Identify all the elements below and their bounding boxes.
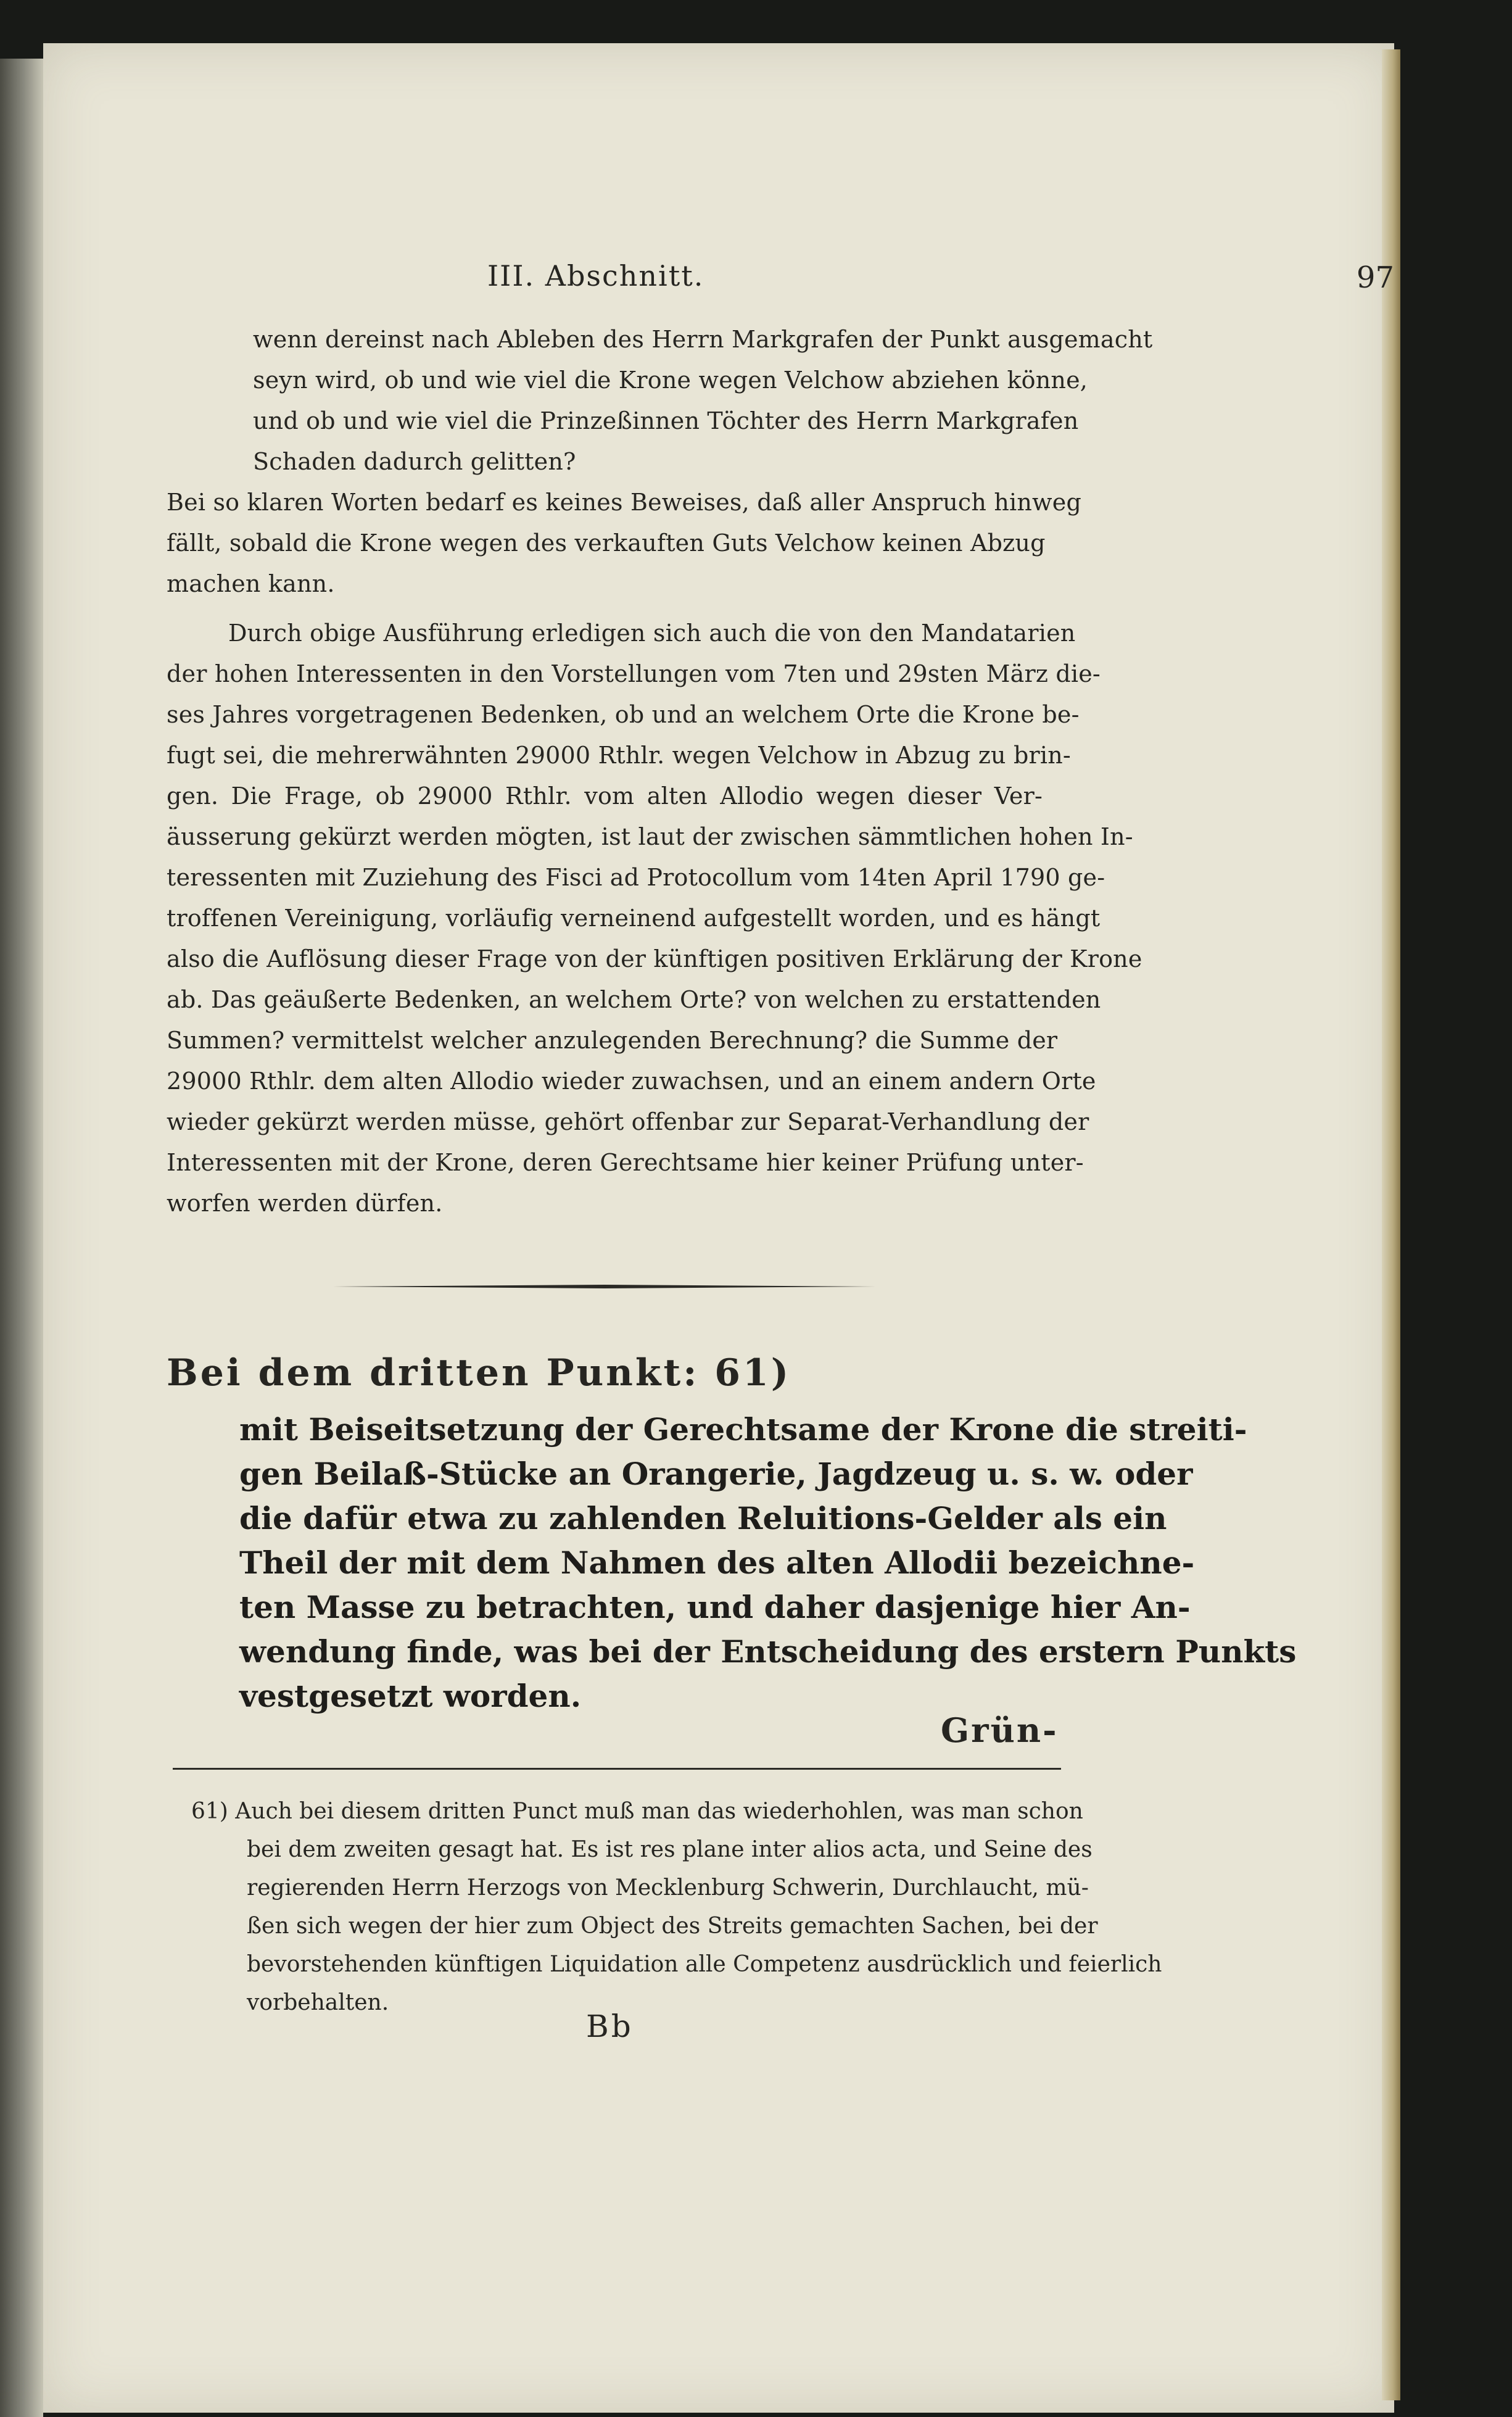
quote-line: wenn dereinst nach Ableben des Herrn Markgrafen der Punkt ausgemacht <box>253 326 1153 353</box>
page-edge <box>1382 49 1400 2400</box>
section-text-line: ten Masse zu betrachten, und daher dasjenige hier An- <box>239 1589 1191 1625</box>
paragraph-line: 29000 Rthlr. dem alten Allodio wieder zuwachsen, und an einem andern Orte <box>167 1068 1096 1095</box>
section-text-line: vestgesetzt worden. <box>239 1678 582 1714</box>
paragraph-line: äusserung gekürzt werden mögten, ist laut der zwischen sämmtlichen hohen In- <box>167 823 1133 850</box>
footnote-line: 61) Auch bei diesem dritten Punct muß man das wiederhohlen, was man schon <box>191 1799 1083 1824</box>
section-text-line: die dafür etwa zu zahlenden Reluitions-Gelder als ein <box>239 1500 1167 1536</box>
section-text-line: wendung finde, was bei der Entscheidung des erstern Punkts <box>239 1633 1297 1670</box>
paragraph-line: Bei so klaren Worten bedarf es keines Beweises, daß aller Anspruch hinweg <box>167 489 1081 516</box>
paragraph-line: Summen? vermittelst welcher anzulegenden Berechnung? die Summe der <box>167 1027 1058 1054</box>
paragraph-line: fällt, sobald die Krone wegen des verkauften Guts Velchow keinen Abzug <box>167 529 1046 557</box>
paragraph-line: Interessenten mit der Krone, deren Gerechtsame hier keiner Prüfung unter- <box>167 1149 1084 1176</box>
paragraph-line: teressenten mit Zuziehung des Fisci ad Protocollum vom 14ten April 1790 ge- <box>167 864 1105 891</box>
footnote-line: ßen sich wegen der hier zum Object des Streits gemachten Sachen, bei der <box>247 1913 1098 1939</box>
running-head: III. Abschnitt. <box>487 259 704 292</box>
book-page <box>43 43 1394 2413</box>
section-heading: Bei dem dritten Punkt: 61) <box>167 1351 791 1395</box>
page-number: 97 <box>1356 260 1394 295</box>
section-text-line: Theil der mit dem Nahmen des alten Allodii bezeichne- <box>239 1544 1195 1581</box>
footnote-line: vorbehalten. <box>247 1990 389 2015</box>
paragraph-line: worfen werden dürfen. <box>167 1190 443 1217</box>
section-text-line: mit Beiseitsetzung der Gerechtsame der Krone die streiti- <box>239 1411 1247 1448</box>
paragraph-line: der hohen Interessenten in den Vorstellungen vom 7ten und 29sten März die- <box>167 660 1101 687</box>
quote-line: seyn wird, ob und wie viel die Krone wegen Velchow abziehen könne, <box>253 367 1088 394</box>
quote-line: und ob und wie viel die Prinzeßinnen Töchter des Herrn Markgrafen <box>253 407 1079 434</box>
footnote-line: bei dem zweiten gesagt hat. Es ist res plane inter alios acta, und Seine des <box>247 1837 1093 1862</box>
footnote-line: regierenden Herrn Herzogs von Mecklenburg Schwerin, Durchlaucht, mü- <box>247 1875 1089 1901</box>
section-text-line: gen Beilaß-Stücke an Orangerie, Jagdzeug u. s. w. oder <box>239 1456 1193 1492</box>
quote-line: Schaden dadurch gelitten? <box>253 448 576 475</box>
paragraph-line: wieder gekürzt werden müsse, gehört offenbar zur Separat-Verhandlung der <box>167 1108 1089 1135</box>
paragraph-line: ses Jahres vorgetragenen Bedenken, ob und an welchem Orte die Krone be- <box>167 701 1080 728</box>
catchword: Grün- <box>941 1710 1059 1750</box>
paragraph-line: Durch obige Ausführung erledigen sich auch die von den Mandatarien <box>228 620 1076 647</box>
paragraph-line: also die Auflösung dieser Frage von der künftigen positiven Erklärung der Krone <box>167 945 1142 972</box>
ornamental-divider <box>333 1285 876 1288</box>
paragraph-line: troffenen Vereinigung, vorläufig verneinend aufgestellt worden, und es hängt <box>167 905 1101 932</box>
footnote-line: bevorstehenden künftigen Liquidation alle Competenz ausdrücklich und feierlich <box>247 1952 1162 1977</box>
paragraph-line: fugt sei, die mehrerwähnten 29000 Rthlr. wegen Velchow in Abzug zu brin- <box>167 742 1071 769</box>
signature-mark: Bb <box>586 2009 634 2044</box>
paragraph-line: ab. Das geäußerte Bedenken, an welchem Orte? von welchen zu erstattenden <box>167 986 1101 1013</box>
previous-page-edge <box>0 59 43 2417</box>
footnote-rule <box>173 1768 1061 1770</box>
paragraph-line: machen kann. <box>167 570 335 597</box>
paragraph-line: gen. Die Frage, ob 29000 Rthlr. vom alten Allodio wegen dieser Ver- <box>167 782 1043 810</box>
